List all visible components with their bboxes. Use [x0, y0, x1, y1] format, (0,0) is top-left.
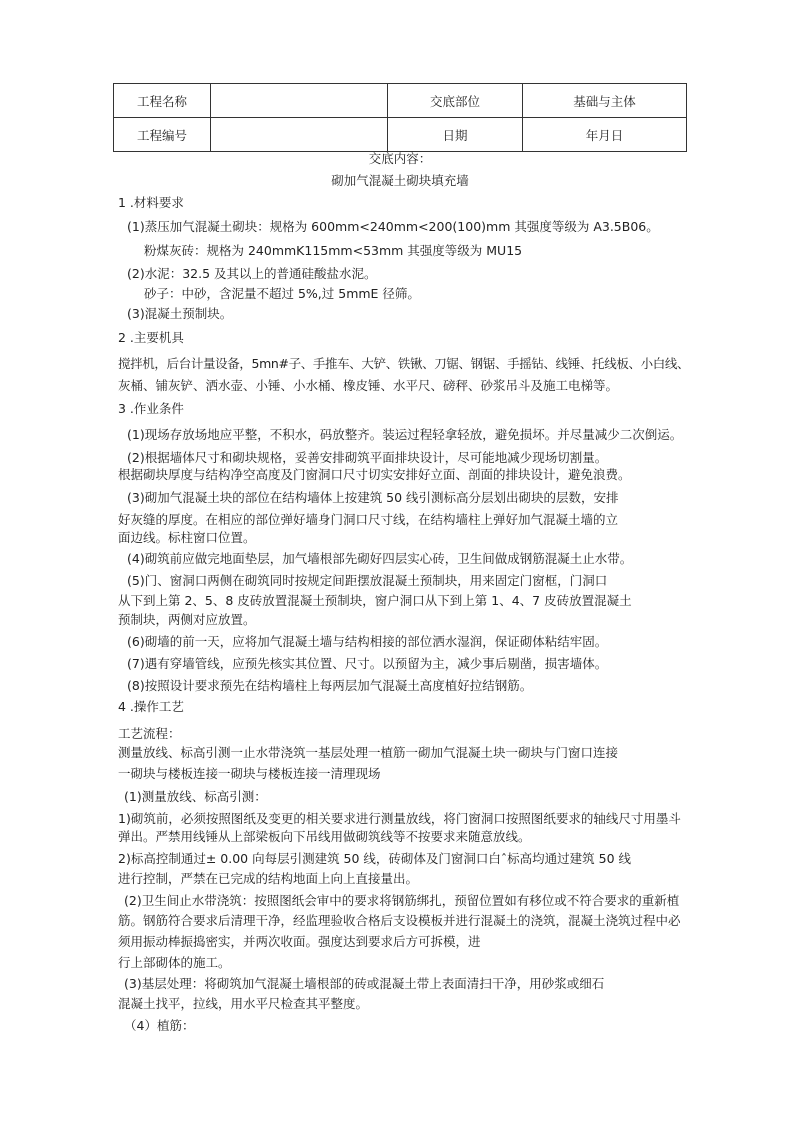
section-heading-tools: 2 .主要机具	[118, 330, 184, 345]
text-line: (2)水泥：32.5 及其以上的普通硅酸盐水泥。	[127, 266, 377, 281]
text-line: 粉煤灰砖：规格为 240mmK115mm<53mm 其强度等级为 MU15	[144, 243, 523, 258]
text-line: 进行控制，严禁在已完成的结构地面上向上直接量出。	[118, 871, 419, 886]
section-heading-conditions: 3 .作业条件	[118, 401, 184, 416]
text-line: 预制块，两侧对应放置。	[118, 612, 256, 627]
text-line: (5)门、窗洞口两侧在砌筑同时按规定间距摆放混凝土预制块，用来固定门窗框，门洞口	[127, 573, 608, 588]
text-line: (3)砌加气混凝土块的部位在结构墙体上按建筑 50 线引测标高分层划出砌块的层数，安排	[127, 490, 619, 505]
header-row-1	[114, 84, 687, 118]
text-line: (4)砌筑前应做完地面垫层，加气墙根部先砌好四层实心砖，卫生间做成钢筋混凝土止水带。	[127, 551, 633, 566]
text-line: (8)按照设计要求预先在结构墙柱上每两层加气混凝土高度植好拉结钢筋。	[127, 678, 533, 693]
header-table	[113, 83, 687, 152]
handover-part-label: 交底部位	[388, 84, 523, 118]
text-line: 搅拌机，后台计量设备，5mn#子、手推车、大铲、铁锹、刀锯、钢锯、手摇钻、线锤、托线板、小白线、	[118, 356, 690, 371]
section-heading-process: 4 .操作工艺	[118, 699, 184, 714]
text-line: 好灰缝的厚度。在相应的部位弹好墙身门洞口尺寸线，在结构墙柱上弹好加气混凝土墙的立	[118, 512, 619, 527]
date-value: 年月日	[523, 118, 687, 152]
header-row-2	[114, 118, 687, 152]
text-line: (3)基层处理：将砌筑加气混凝土墙根部的砖或混凝土带上表面清扫干净，用砂浆或细石	[124, 976, 605, 991]
text-line: （4）植筋：	[124, 1018, 195, 1033]
text-line: 工艺流程：	[118, 726, 181, 741]
project-no-label: 工程编号	[114, 118, 211, 152]
text-line: (3)混凝土预制块。	[127, 306, 233, 321]
text-line: (1)蒸压加气混凝土砌块：规格为 600mm<240mm<200(100)mm 其强度等级为 A3.5B06。	[127, 219, 659, 234]
text-line: 根据砌块厚度与结构净空高度及门窗洞口尺寸切实安排好立面、剖面的排块设计，避免浪费。	[118, 467, 631, 482]
text-line: 弹出。严禁用线锤从上部梁板向下吊线用做砌筑线等不按要求来随意放线。	[118, 829, 531, 844]
handover-part-value: 基础与主体	[523, 84, 687, 118]
text-line: 从下到上第 2、5、8 皮砖放置混凝土预制块，窗户洞口从下到上第 1、4、7 皮砖放置混凝土	[118, 593, 632, 608]
text-line: 须用振动棒振捣密实，并两次收面。强度达到要求后方可拆模，进	[118, 934, 481, 949]
text-line: 行上部砌体的施工。	[118, 955, 231, 970]
text-line: (1)现场存放场地应平整，不积水，码放整齐。装运过程轻拿轻放，避免损坏。并尽量减少二次倒运。	[127, 427, 683, 442]
doc-title: 砌加气混凝土砌块填充墙	[331, 173, 469, 188]
text-line: 1)砌筑前，必须按照图纸及变更的相关要求进行测量放线，将门窗洞口按照图纸要求的轴线尺寸用墨斗	[118, 811, 681, 826]
text-line: 一砌块与楼板连接一砌块与楼板连接一清理现场	[118, 766, 381, 781]
text-line: 面边线。标柱窗口位置。	[118, 530, 256, 545]
text-line: 筋。钢筋符合要求后清理干净，经监理验收合格后支设模板并进行混凝土的浇筑，混凝土浇筑过程中必	[118, 913, 681, 928]
text-line: (7)遇有穿墙管线，应预先核实其位置、尺寸。以预留为主，减少事后剔凿，损害墙体。	[127, 656, 608, 671]
date-label: 日期	[388, 118, 523, 152]
text-line: (2)卫生间止水带浇筑：按照图纸会审中的要求将钢筋绑扎，预留位置如有移位或不符合要求的重新植	[124, 893, 680, 908]
content-label: 交底内容：	[368, 151, 432, 166]
text-line: (1)测量放线、标高引测：	[124, 789, 267, 804]
text-line: 2)标高控制通过± 0.00 向每层引测建筑 50 线，砖砌体及门窗洞口白ˆ标高均通过建筑 50 线	[118, 851, 632, 866]
text-line: (2)根据墙体尺寸和砌块规格，妥善安排砌筑平面排块设计，尽可能地减少现场切割量。	[127, 450, 608, 465]
text-line: (6)砌墙的前一天，应将加气混凝土墙与结构相接的部位洒水湿润，保证砌体粘结牢固。	[127, 634, 608, 649]
project-name-value	[211, 84, 388, 118]
text-line: 砂子：中砂，含泥量不超过 5%,过 5mmE 径筛。	[144, 286, 420, 301]
project-no-value	[211, 118, 388, 152]
text-line: 测量放线、标高引测一止水带浇筑一基层处理一植筋一砌加气混凝土块一砌块与门窗口连接	[118, 745, 619, 760]
text-line: 灰桶、铺灰铲、洒水壶、小锤、小水桶、橡皮锤、水平尺、磅秤、砂浆吊斗及施工电梯等。	[118, 378, 619, 393]
text-line: 混凝土找平，拉线，用水平尺检查其平整度。	[118, 996, 369, 1011]
section-heading-materials: 1 .材料要求	[118, 195, 184, 210]
project-name-label: 工程名称	[114, 84, 211, 118]
